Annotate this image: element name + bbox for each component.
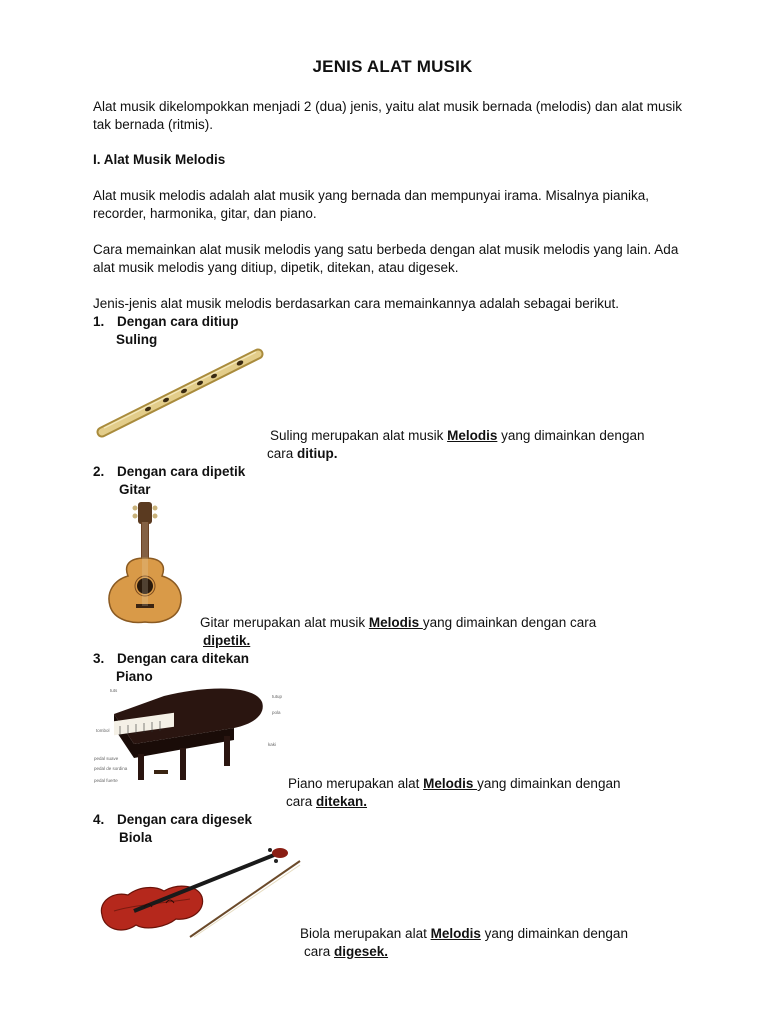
piano-label: tuts	[110, 688, 118, 693]
description-line-2: dipetik.	[203, 633, 251, 648]
list-item-heading	[93, 463, 245, 481]
description-line-1: Piano merupakan alat Melodis yang dimainkan dengan	[288, 776, 621, 791]
list-heading-text: Dengan cara digesek	[117, 812, 253, 827]
piano-label: pola	[272, 710, 281, 715]
piano-label: pedal suave	[94, 756, 119, 761]
suling-image	[96, 348, 264, 440]
description-line-2: cara ditekan.	[286, 794, 368, 809]
list-heading-text: Dengan cara ditiup	[117, 314, 239, 329]
list-number: 3.	[93, 651, 105, 666]
list-heading-text: Dengan cara ditekan	[117, 651, 250, 666]
description-line-1: Gitar merupakan alat musik Melodis yang dimainkan dengan cara	[200, 615, 597, 630]
list-item-heading	[93, 313, 239, 331]
instrument-name: Piano	[116, 669, 153, 684]
section-heading: I. Alat Musik Melodis	[93, 152, 226, 167]
piano-label: pedal de sordina	[94, 766, 128, 771]
instrument-name: Biola	[119, 830, 153, 845]
piano-label: kaki	[268, 742, 277, 747]
gitar-image	[104, 500, 188, 624]
ways-paragraph: Cara memainkan alat musik melodis yang satu berbeda dengan alat musik melodis yang lain. Ada alat musik melodis yang ditiup, dipetik, ditekan, atau digesek.	[93, 242, 679, 275]
piano-label: tombol	[96, 728, 110, 733]
description-line-2: cara digesek.	[304, 944, 389, 959]
instrument-name: Suling	[116, 332, 158, 347]
description-line-1: Biola merupakan alat Melodis yang dimainkan dengan	[300, 926, 628, 941]
piano-label: pedal fuerte	[94, 778, 118, 783]
list-number: 1.	[93, 314, 105, 329]
instrument-name: Gitar	[119, 482, 151, 497]
list-intro: Jenis-jenis alat musik melodis berdasarkan cara memainkannya adalah sebagai berikut.	[93, 296, 620, 311]
biola-image	[94, 845, 304, 941]
page-title: JENIS ALAT MUSIK	[312, 57, 473, 76]
description-line-1: Suling merupakan alat musik Melodis yang dimainkan dengan	[270, 428, 645, 443]
intro-paragraph: Alat musik dikelompokkan menjadi 2 (dua) jenis, yaitu alat musik bernada (melodis) dan alat musik tak bernada (ritmis).	[93, 99, 683, 132]
definition-paragraph: Alat musik melodis adalah alat musik yang bernada dan mempunyai irama. Misalnya pianika, recorder, harmonika, gitar, dan piano.	[93, 188, 650, 221]
list-number: 4.	[93, 812, 105, 827]
list-item-heading	[93, 650, 249, 668]
piano-image	[94, 684, 290, 792]
description-line-2: cara ditiup.	[267, 446, 338, 461]
piano-label: tutup	[272, 694, 283, 699]
list-item-heading	[93, 811, 252, 829]
list-number: 2.	[93, 464, 105, 479]
list-heading-text: Dengan cara dipetik	[117, 464, 246, 479]
